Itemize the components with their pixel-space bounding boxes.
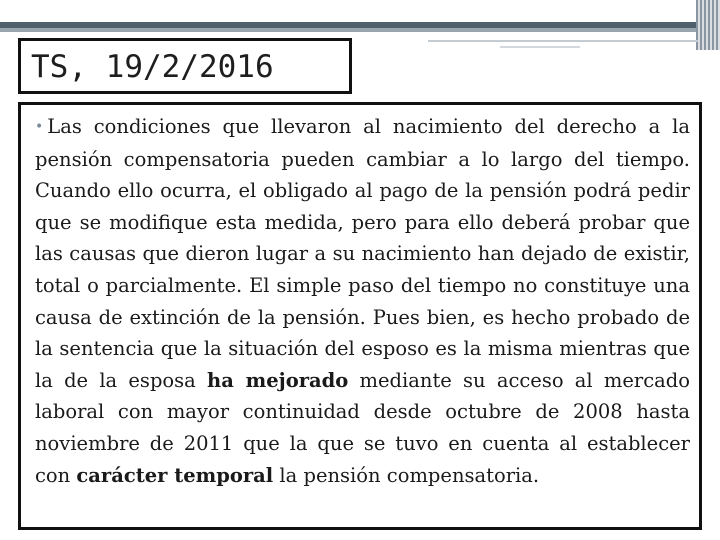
content-box — [18, 102, 702, 530]
header-rule-light — [0, 28, 698, 32]
title-box — [18, 38, 352, 94]
slide-title: TS, 19/2/2016 — [31, 49, 274, 85]
bullet-icon: • — [35, 119, 44, 135]
paragraph-text-part3: la pensión compensatoria. — [273, 463, 540, 487]
accent-line-short — [500, 46, 580, 48]
top-decorative-band — [0, 0, 720, 24]
accent-line — [428, 40, 698, 42]
corner-stripes-decoration — [696, 0, 720, 50]
paragraph-bold-caracter-temporal: carácter temporal — [76, 463, 274, 487]
body-paragraph — [35, 111, 690, 491]
paragraph-text-part2: mediante su acceso al mercado laboral con mayor continuidad desde octubre de 2008 hasta noviembre de 2011 que la que se tuvo en cuenta al establecer con — [35, 368, 690, 487]
paragraph-bold-ha-mejorado: ha mejorado — [207, 368, 349, 392]
paragraph-text-part1: Las condiciones que llevaron al nacimiento del derecho a la pensión compensatoria pueden cambiar a lo largo del tiempo. Cuando ello ocurra, el obligado al pago de la pensión podrá pedir que se modifique esta medida, pero para ello deberá probar que las causas que dieron lugar a su nacimiento han dejado de existir, total o parcialmente. El simple paso del tiempo no constituye una causa de extinción de la pensión. Pues bien, es hecho probado de la sentencia que la situación del esposo es la misma mientras que la de la esposa — [35, 115, 690, 392]
